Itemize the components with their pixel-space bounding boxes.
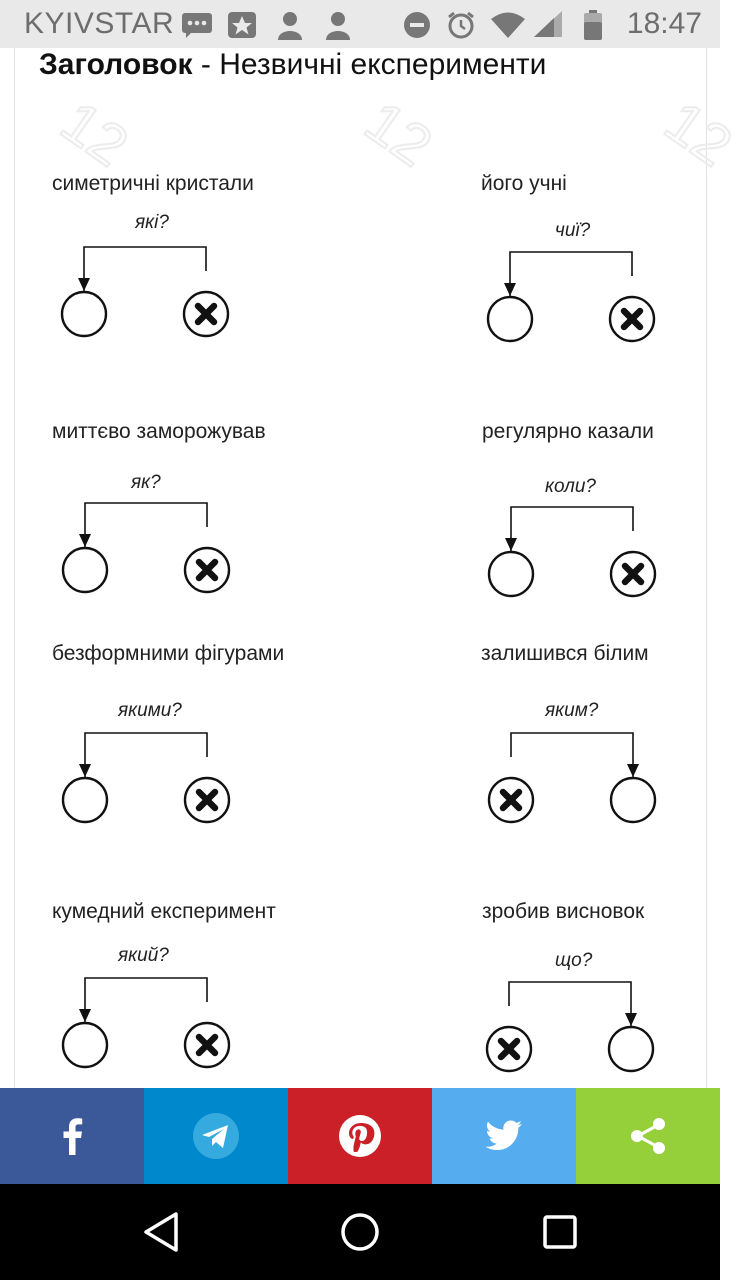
battery-icon (582, 10, 604, 40)
back-button[interactable] (138, 1208, 186, 1256)
example-phrase: регулярно казали (482, 420, 654, 443)
main-word-circle (63, 1023, 107, 1067)
alarm-icon (446, 10, 476, 40)
recents-icon (545, 1217, 575, 1247)
status-bar (0, 0, 720, 48)
main-word-circle (63, 548, 107, 592)
connector-line (511, 733, 633, 779)
main-word-circle (62, 292, 106, 336)
watermark-text: 12 (353, 88, 444, 180)
example-question: які? (135, 212, 169, 233)
example-question: коли? (545, 476, 596, 497)
twitter-icon (485, 1120, 523, 1152)
main-word-circle (609, 1027, 653, 1071)
share-bar (0, 1088, 720, 1184)
more-share-button[interactable] (576, 1088, 720, 1184)
dependency-diagram (56, 724, 246, 834)
person-icon (324, 10, 352, 40)
main-word-circle (611, 778, 655, 822)
example-question: що? (555, 950, 593, 971)
dependency-diagram (482, 498, 672, 608)
example-phrase: симетричні кристали (52, 172, 254, 195)
page-title (39, 48, 546, 82)
example-question: якими? (118, 700, 182, 721)
back-icon (146, 1214, 176, 1250)
home-button[interactable] (336, 1208, 384, 1256)
star-app-icon (226, 10, 258, 40)
main-word-circle (63, 778, 107, 822)
signal-icon (532, 10, 564, 38)
carrier-name: KYIVSTAR (24, 7, 175, 40)
main-word-circle (489, 552, 533, 596)
watermark-text: 12 (49, 88, 140, 180)
dependency-diagram (56, 494, 246, 604)
connector-line (510, 252, 632, 298)
twitter-share-button[interactable] (432, 1088, 576, 1184)
example-question: який? (118, 945, 169, 966)
article-content (14, 48, 744, 1088)
person-icon (276, 10, 304, 40)
dependency-diagram (481, 243, 671, 353)
home-icon (343, 1215, 377, 1249)
example-question: як? (131, 472, 161, 493)
watermark-text: 12 (653, 88, 744, 180)
example-phrase: його учні (481, 172, 567, 195)
example-phrase: залишився білим (481, 642, 649, 665)
telegram-icon (192, 1112, 240, 1160)
facebook-icon (60, 1117, 84, 1155)
recents-button[interactable] (536, 1208, 584, 1256)
arrowhead (79, 764, 91, 777)
arrowhead (79, 534, 91, 547)
connector-line (85, 503, 207, 549)
example-question: яким? (545, 700, 599, 721)
arrowhead (505, 538, 517, 551)
clock: 18:47 (626, 7, 702, 40)
wifi-icon (490, 10, 526, 38)
arrowhead (504, 283, 516, 296)
connector-line (509, 982, 631, 1028)
dependency-diagram (480, 973, 670, 1083)
dependency-diagram (55, 238, 245, 348)
example-phrase: миттєво заморожував (52, 420, 266, 443)
pinterest-icon (338, 1114, 382, 1158)
pinterest-share-button[interactable] (288, 1088, 432, 1184)
dependency-diagram (482, 724, 672, 834)
arrowhead (627, 764, 639, 777)
share-icon (628, 1116, 668, 1156)
facebook-share-button[interactable] (0, 1088, 144, 1184)
connector-line (85, 978, 207, 1024)
watermark (353, 88, 455, 193)
do-not-disturb-icon (402, 10, 432, 40)
title-bold: Заголовок (39, 48, 193, 81)
example-phrase: зробив висновок (482, 900, 645, 923)
arrowhead (78, 278, 90, 291)
main-word-circle (488, 297, 532, 341)
example-phrase: кумедний експеримент (52, 900, 276, 923)
connector-line (84, 247, 206, 293)
arrowhead (625, 1013, 637, 1026)
title-rest: - Незвичні експерименти (192, 48, 547, 81)
message-icon (180, 10, 214, 38)
arrowhead (79, 1009, 91, 1022)
telegram-share-button[interactable] (144, 1088, 288, 1184)
watermark (653, 88, 755, 193)
dependency-diagram (56, 969, 246, 1079)
example-phrase: безформними фігурами (52, 642, 285, 665)
example-question: чиї? (555, 220, 591, 241)
connector-line (85, 733, 207, 779)
navigation-bar (0, 1184, 720, 1280)
connector-line (511, 507, 633, 553)
